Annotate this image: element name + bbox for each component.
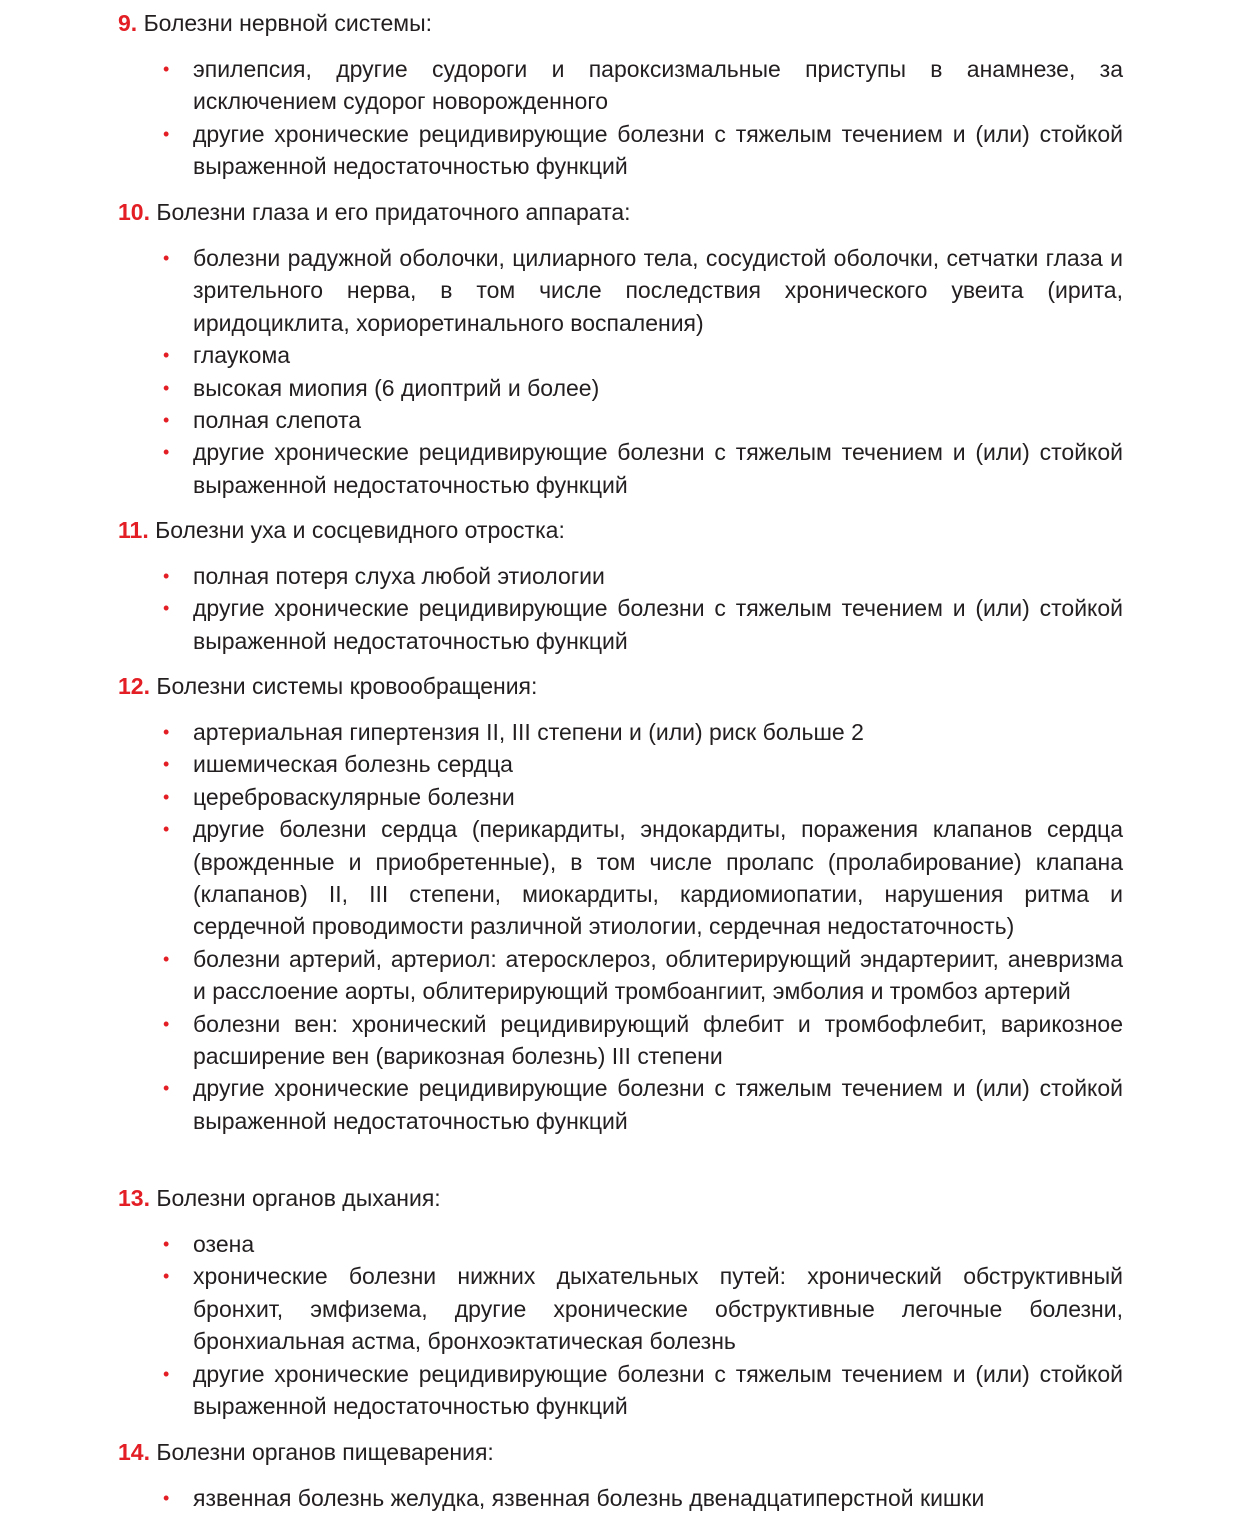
- list-item: [0, 1008, 1241, 1073]
- section-heading: [118, 196, 631, 228]
- list-item-text: другие хронические рецидивирующие болезни с тяжелым течением и (или) стойкой выраженной недостаточностью функций: [193, 439, 1123, 498]
- bullet-icon: •: [163, 1234, 170, 1254]
- list-item: [0, 339, 1241, 371]
- list-item: [0, 943, 1241, 1008]
- bullet-icon: •: [163, 248, 170, 268]
- section-title: Болезни глаза и его придаточного аппарата:: [156, 199, 631, 225]
- bullet-icon: •: [163, 948, 170, 969]
- list-item: [0, 748, 1241, 780]
- list-item: [0, 1260, 1241, 1357]
- list-item: [0, 1358, 1241, 1423]
- list-item-text: другие хронические рецидивирующие болезни с тяжелым течением и (или) стойкой выраженной недостаточностью функций: [193, 1360, 1123, 1420]
- list-item: [0, 242, 1241, 339]
- section-number: 9.: [118, 10, 138, 36]
- list-item-text: хронические болезни нижних дыхательных путей: хронический обструктивный бронхит, эмфизема, другие хронические обструктивные легочные болезни, бронхиальная астма, бронхоэктатическая болезнь: [193, 1263, 1123, 1355]
- list-item: [0, 404, 1241, 436]
- list-item: [0, 118, 1241, 183]
- item-list: [0, 560, 1241, 657]
- section-title: Болезни уха и сосцевидного отростка:: [155, 517, 565, 543]
- list-item: [0, 53, 1241, 118]
- list-item: [0, 781, 1241, 813]
- list-item-text: эпилепсия, другие судороги и пароксизмальные приступы в анамнезе, за исключением судорог новорожденного: [193, 56, 1123, 115]
- item-list: [0, 716, 1241, 1137]
- section-number: 14.: [118, 1439, 150, 1465]
- list-item: [0, 1482, 1241, 1514]
- bullet-icon: •: [163, 442, 170, 463]
- list-item: [0, 592, 1241, 657]
- section-heading: [118, 1182, 441, 1214]
- list-item-text: ишемическая болезнь сердца: [193, 751, 513, 778]
- list-item: [0, 560, 1241, 592]
- section-title: Болезни органов пищеварения:: [156, 1439, 494, 1465]
- list-item: [0, 1228, 1241, 1260]
- list-item-text: болезни радужной оболочки, цилиарного тела, сосудистой оболочки, сетчатки глаза и зрительного нерва, в том числе последствия хронического увеита (ирита, иридоциклита, хориоретинального воспаления): [193, 245, 1123, 336]
- list-item: [0, 813, 1241, 943]
- list-item-text: артериальная гипертензия II, III степени и (или) риск больше 2: [193, 719, 864, 745]
- list-item-text: другие хронические рецидивирующие болезни с тяжелым течением и (или) стойкой выраженной недостаточностью функций: [193, 1075, 1123, 1134]
- section-number: 10.: [118, 199, 150, 225]
- section-title: Болезни нервной системы:: [143, 10, 433, 36]
- section-number: 11.: [118, 517, 149, 543]
- bullet-icon: •: [163, 786, 170, 807]
- list-item: [0, 716, 1241, 748]
- list-item: [0, 372, 1241, 404]
- list-item-text: глаукома: [193, 342, 291, 369]
- list-item: [0, 1072, 1241, 1137]
- bullet-icon: •: [163, 59, 170, 79]
- item-list: [0, 242, 1241, 501]
- list-item-text: полная потеря слуха любой этиологии: [193, 563, 605, 589]
- list-item-text: другие болезни сердца (перикардиты, эндокардиты, поражения клапанов сердца (врожденные и приобретенные), в том числе пролапс (пролабирование) клапана (клапанов) II, III степени, миокардиты, кардиомиопатии, нарушения ритма и сердечной проводимости различной этиологии, сердечная недостаточность): [193, 816, 1123, 940]
- bullet-icon: •: [163, 377, 170, 398]
- section-heading: [118, 514, 565, 546]
- bullet-icon: •: [163, 1363, 170, 1384]
- section-title: Болезни органов дыхания:: [156, 1185, 441, 1211]
- section-heading: [118, 7, 432, 39]
- bullet-icon: •: [163, 1488, 170, 1508]
- bullet-icon: •: [163, 1266, 170, 1287]
- list-item-text: болезни артерий, артериол: атеросклероз, облитерирующий эндартериит, аневризма и расслоение аорты, облитерирующий тромбоангиит, эмболия и тромбоз артерий: [193, 945, 1123, 1005]
- bullet-icon: •: [163, 1078, 170, 1099]
- section-heading: [118, 1436, 494, 1468]
- list-item-text: высокая миопия (6 диоптрий и более): [193, 374, 600, 401]
- list-item-text: озена: [193, 1231, 255, 1257]
- list-item-text: другие хронические рецидивирующие болезни с тяжелым течением и (или) стойкой выраженной недостаточностью функций: [193, 595, 1123, 654]
- section-number: 13.: [118, 1185, 150, 1211]
- list-item-text: болезни вен: хронический рецидивирующий флебит и тромбофлебит, варикозное расширение вен (варикозная болезнь) III степени: [193, 1010, 1123, 1070]
- item-list: [0, 53, 1241, 183]
- bullet-icon: •: [163, 819, 170, 840]
- list-item-text: язвенная болезнь желудка, язвенная болезнь двенадцатиперстной кишки: [193, 1485, 985, 1511]
- list-item: [0, 436, 1241, 501]
- section-heading: [118, 670, 537, 702]
- bullet-icon: •: [163, 410, 170, 431]
- item-list: [0, 1228, 1241, 1422]
- bullet-icon: •: [163, 1013, 170, 1034]
- bullet-icon: •: [163, 123, 170, 144]
- list-item-text: цереброваскулярные болезни: [193, 783, 515, 810]
- list-item-text: полная слепота: [193, 407, 362, 434]
- section-title: Болезни системы кровообращения:: [156, 673, 538, 699]
- bullet-icon: •: [163, 722, 170, 742]
- bullet-icon: •: [163, 598, 170, 619]
- bullet-icon: •: [163, 345, 170, 366]
- list-item-text: другие хронические рецидивирующие болезни с тяжелым течением и (или) стойкой выраженной недостаточностью функций: [193, 120, 1123, 180]
- item-list: [0, 1482, 1241, 1514]
- bullet-icon: •: [163, 566, 170, 586]
- section-number: 12.: [118, 673, 150, 699]
- bullet-icon: •: [163, 754, 170, 775]
